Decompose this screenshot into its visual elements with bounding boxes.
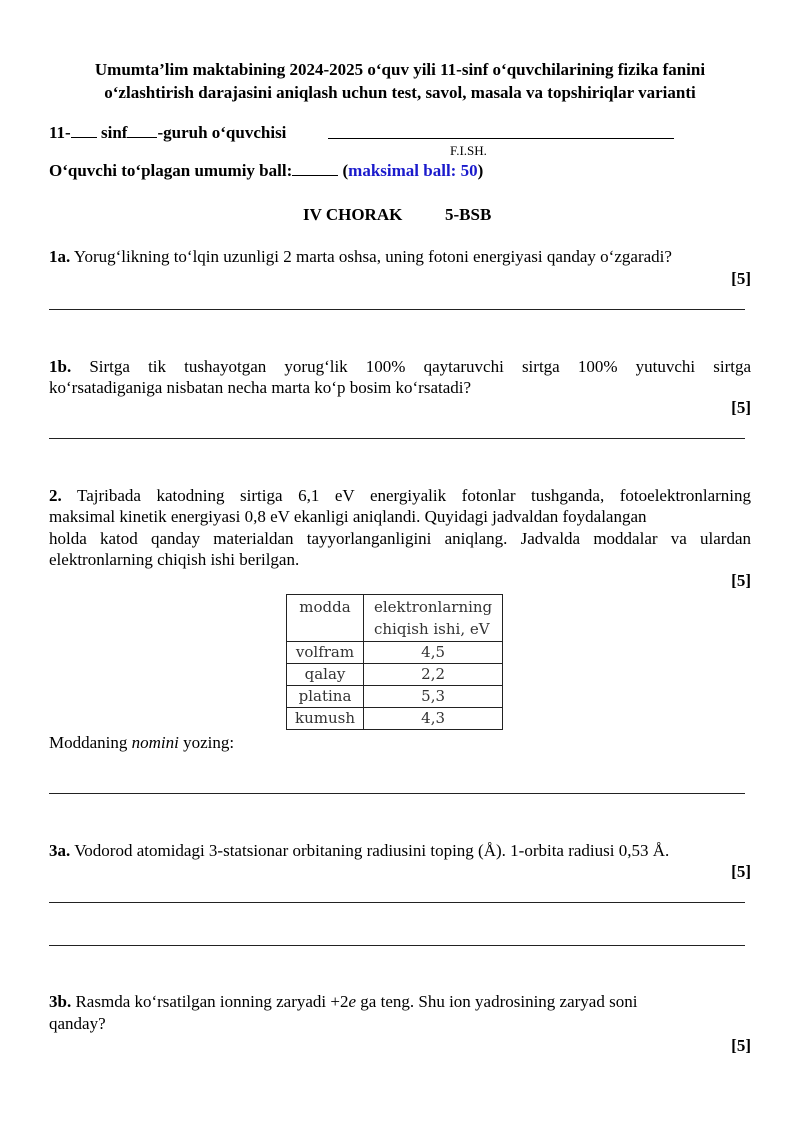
question-1b-score: [5] <box>731 398 751 417</box>
table-row <box>287 642 503 664</box>
question-2-prompt <box>49 732 234 753</box>
table-row <box>287 664 503 686</box>
table-cell-substance: qalay <box>287 664 364 686</box>
table-header-work-function <box>364 595 503 642</box>
question-1b-number: 1b. <box>49 357 72 376</box>
question-2-line-2: maksimal kinetik energiyasi 0,8 eV ekanligi aniqlandi. Quyidagi jadvaldan foydalangan <box>49 507 647 526</box>
table-header-substance: modda <box>287 595 364 642</box>
table-cell-value: 5,3 <box>364 686 503 708</box>
table-row <box>287 708 503 730</box>
table-header-work-function-line-1: elektronlarning <box>374 598 493 616</box>
table-cell-substance: kumush <box>287 708 364 730</box>
max-open: ( <box>342 161 349 180</box>
class-prefix: 11- <box>49 123 71 142</box>
answer-line-3a-2[interactable] <box>49 945 745 946</box>
question-1b-line-1 <box>49 356 751 377</box>
question-1a-number: 1a. <box>49 247 71 266</box>
student-name-blank[interactable] <box>328 138 674 139</box>
question-3b-line-1 <box>49 991 751 1012</box>
question-3b-number: 3b. <box>49 992 72 1011</box>
answer-line-2[interactable] <box>49 793 745 794</box>
question-3a-score: [5] <box>731 862 751 881</box>
question-2-score: [5] <box>731 571 751 590</box>
question-1a-text: Yorug‘likning to‘lqin uzunligi 2 marta oshsa, uning fotoni energiyasi qanday o‘zgaradi? <box>73 247 672 266</box>
question-1b-line-2: ko‘rsatadiganiga nisbatan necha marta ko‘p bosim ko‘rsatadi? <box>49 378 472 397</box>
question-3a-text: Vodorod atomidagi 3-statsionar orbitaning radiusini toping (Å). 1-orbita radiusi 0,53 Å. <box>74 841 670 860</box>
max-score-note: maksimal ball: 50 <box>348 161 478 180</box>
document-title-line-2: o‘zlashtirish darajasini aniqlash uchun test, savol, masala va topshiriqlar varianti <box>104 83 696 102</box>
question-3a <box>49 840 751 861</box>
prompt-after: yozing: <box>178 733 235 752</box>
table-cell-value: 4,3 <box>364 708 503 730</box>
question-1a <box>49 246 751 267</box>
student-class-line <box>49 122 286 143</box>
class-suffix: sinf <box>96 123 128 142</box>
question-3b-text-after: ga teng. Shu ion yadrosining zaryad soni <box>356 992 638 1011</box>
question-3b-line-2: qanday? <box>49 1014 106 1033</box>
prompt-italic: nomini <box>131 733 179 752</box>
table-cell-substance: platina <box>287 686 364 708</box>
quarter-heading: IV CHORAK <box>303 205 403 224</box>
table-cell-value: 2,2 <box>364 664 503 686</box>
answer-line-1b[interactable] <box>49 438 745 439</box>
table-cell-value: 4,5 <box>364 642 503 664</box>
fish-caption: F.I.SH. <box>450 143 487 158</box>
answer-line-1a[interactable] <box>49 309 745 310</box>
max-close: ) <box>477 161 484 180</box>
question-3a-number: 3a. <box>49 841 71 860</box>
question-2-text-1: Tajribada katodning sirtiga 6,1 eV energiyalik fotonlar tushganda, fotoelektronlarning <box>77 486 751 505</box>
group-suffix: -guruh o‘quvchisi <box>157 123 287 142</box>
table-header-work-function-line-2: chiqish ishi, eV <box>374 620 490 638</box>
document-title-line-1: Umumta’lim maktabining 2024-2025 o‘quv yili 11-sinf o‘quvchilarining fizika fanini <box>94 60 706 79</box>
question-2-line-1 <box>49 485 751 506</box>
question-2-line-3 <box>49 528 751 549</box>
total-score-blank[interactable] <box>292 161 338 176</box>
question-2-text-3: holda katod qanday materialdan tayyorlanganligini aniqlang. Jadvalda moddalar va ulardan <box>49 529 751 548</box>
question-1b-text-1: Sirtga tik tushayotgan yorug‘lik 100% qaytaruvchi sirtga 100% yutuvchi sirtga <box>89 357 751 376</box>
prompt-before: Moddaning <box>49 733 132 752</box>
work-function-table <box>286 594 503 730</box>
class-number-blank[interactable] <box>71 123 97 138</box>
table-row <box>287 686 503 708</box>
question-3b-text-italic: e <box>348 992 357 1011</box>
question-3b-text-before: Rasmda ko‘rsatilgan ionning zaryadi +2 <box>75 992 349 1011</box>
question-3b-score: [5] <box>731 1036 751 1055</box>
table-cell-substance: volfram <box>287 642 364 664</box>
answer-line-3a-1[interactable] <box>49 902 745 903</box>
total-score-label: O‘quvchi to‘plagan umumiy ball: <box>49 161 293 180</box>
question-1a-score: [5] <box>731 269 751 288</box>
group-number-blank[interactable] <box>127 123 157 138</box>
variant-heading: 5-BSB <box>445 205 492 224</box>
table-header-row <box>287 595 503 642</box>
question-2-number: 2. <box>49 486 62 505</box>
question-2-line-4: elektronlarning chiqish ishi berilgan. <box>49 550 300 569</box>
total-score-line <box>49 160 483 181</box>
